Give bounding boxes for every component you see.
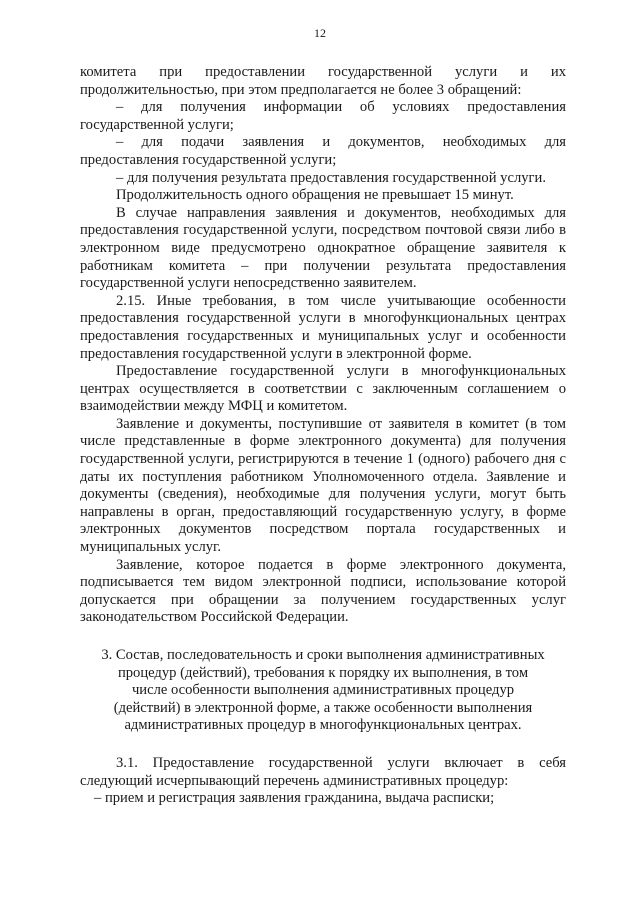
list-item-information: – для получения информации об условиях предоставления государственной услуги; xyxy=(80,99,566,133)
paragraph-electronic-signature: Заявление, которое подается в форме электронного документа, подписывается тем видом электронной подписи, использование которой допускается при обращении за получением государственных услуг законодательством Российской Федерации. xyxy=(80,556,566,626)
paragraph-continuation: комитета при предоставлении государственной услуги и их продолжительностью, при этом предполагается не более 3 обращений: xyxy=(80,64,566,98)
document-body xyxy=(80,64,566,808)
section-heading: 3. Состав, последовательность и сроки выполнения административных процедур (действий), требования к порядку их выполнения, в том числе особенности выполнения административных процедур (действий) в электронной форме, а также особенности выполнения административных процедур в многофункциональных центрах. xyxy=(101,647,545,734)
list-item-result: – для получения результата предоставления государственной услуги. xyxy=(116,169,546,186)
page-number: 12 xyxy=(314,26,326,40)
list-item-submission: – для подачи заявления и документов, необходимых для предоставления государственной услуги; xyxy=(80,134,566,168)
paragraph-2-15: 2.15. Иные требования, в том числе учитывающие особенности предоставления государственной услуги в многофункциональных центрах предоставления государственных и муниципальных услуг и особенности предоставления государственной услуги в электронной форме. xyxy=(80,292,566,362)
paragraph-registration: Заявление и документы, поступившие от заявителя в комитет (в том числе представленные в форме электронного документа) для получения государственной услуги, регистрируются в течение 1 (одного) рабочего дня с даты их поступления работником Уполномоченного отдела. Заявление и документы (сведения), необходимые для получения услуги, могут быть направлены в орган, предоставляющий государственную услугу, в форме электронных документов посредством портала государственных и муниципальных услуг. xyxy=(80,415,566,556)
paragraph-postal: В случае направления заявления и документов, необходимых для предоставления государственной услуги, посредством почтовой связи либо в электронном виде предусмотрено однократное обращение заявителя к работникам комитета – при получении результата предоставления государственной услуги непосредственно заявителем. xyxy=(80,204,566,292)
paragraph-3-1: 3.1. Предоставление государственной услуги включает в себя следующий исчерпывающий перечень административных процедур: xyxy=(80,754,566,789)
list-item-reception: – прием и регистрация заявления гражданина, выдача расписки; xyxy=(94,790,495,807)
paragraph-mfc: Предоставление государственной услуги в многофункциональных центрах осуществляется в соответствии с заключенным соглашением о взаимодействии между МФЦ и комитетом. xyxy=(80,363,566,415)
paragraph-duration: Продолжительность одного обращения не превышает 15 минут. xyxy=(116,187,514,204)
